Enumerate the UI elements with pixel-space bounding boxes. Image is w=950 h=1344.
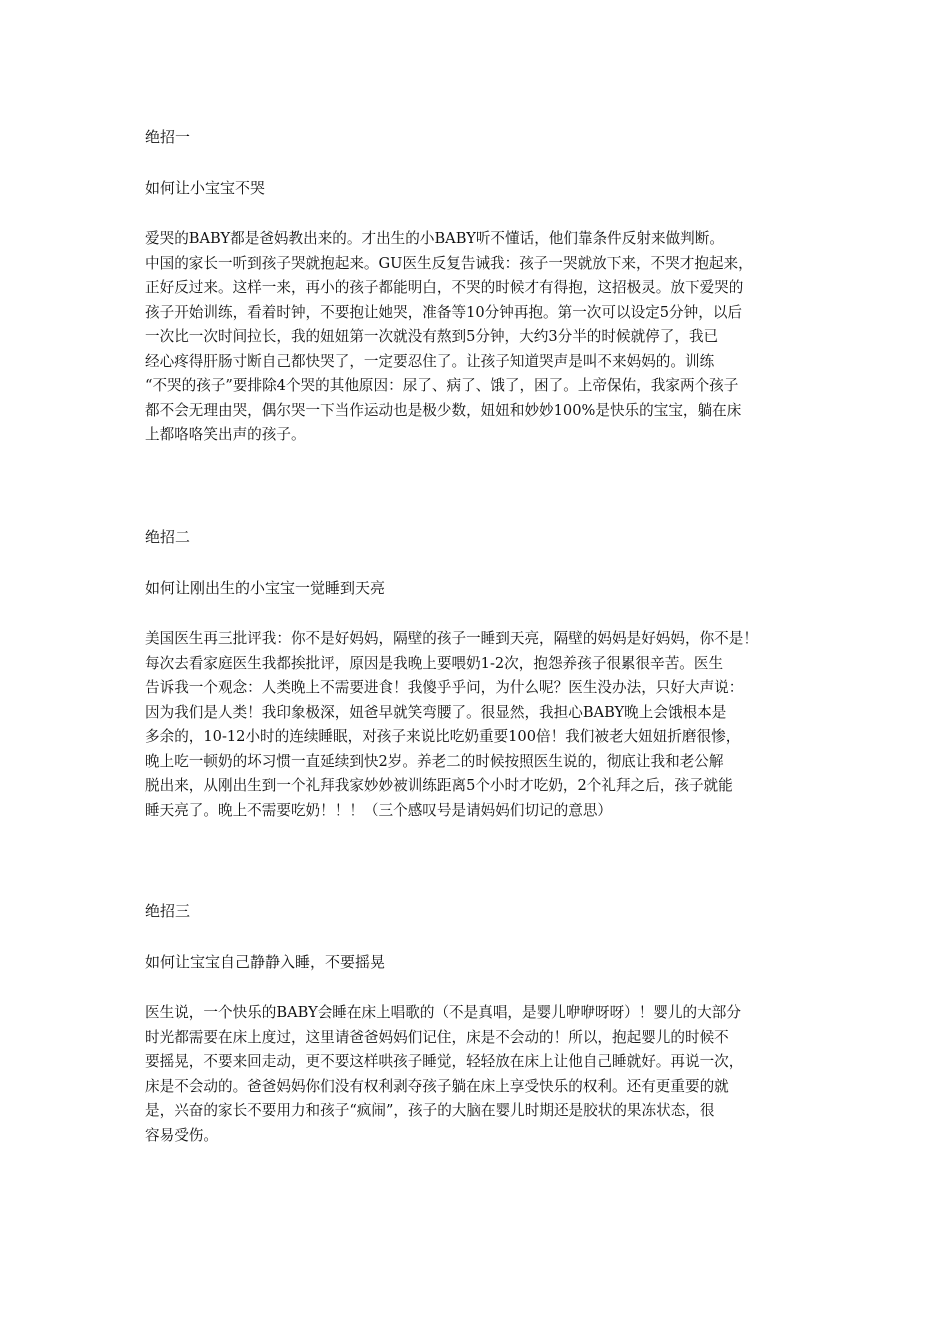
section-subtitle: 如何让宝宝自己静静入睡，不要摇晃 (145, 953, 386, 971)
paragraph-line: 都不会无理由哭，偶尔哭一下当作运动也是极少数，妞妞和妙妙100%是快乐的宝宝，躺在床 (145, 401, 742, 419)
paragraph-line: 时光都需要在床上度过，这里请爸爸妈妈们记住，床是不会动的！所以，抱起婴儿的时候不 (145, 1028, 729, 1046)
paragraph-line: 医生说，一个快乐的BABY会睡在床上唱歌的（不是真唱，是婴儿咿咿呀呀）！婴儿的大部分 (145, 1004, 741, 1021)
paragraph-line: 经心疼得肝肠寸断自己都快哭了，一定要忍住了。让孩子知道哭声是叫不来妈妈的。训练 (145, 352, 715, 370)
section-paragraph (145, 1001, 810, 1148)
section-subtitle: 如何让小宝宝不哭 (145, 179, 266, 197)
section-title: 绝招一 (145, 128, 191, 146)
section-1 (145, 126, 810, 448)
section-paragraph (145, 227, 810, 448)
paragraph-line: 睡天亮了。晚上不需要吃奶！！！（三个感叹号是请妈妈们切记的意思） (145, 801, 613, 819)
section-paragraph (145, 627, 810, 823)
paragraph-line: 上都咯咯笑出声的孩子。 (145, 426, 306, 443)
section-2 (145, 526, 810, 823)
paragraph-line: 中国的家长一听到孩子哭就抱起来。GU医生反复告诫我：孩子一哭就放下来，不哭才抱起来， (145, 254, 753, 272)
section-title: 绝招二 (145, 528, 191, 546)
paragraph-line: “不哭的孩子”要排除4个哭的其他原因：尿了、病了、饿了，困了。上帝保佑，我家两个孩子 (145, 377, 739, 394)
paragraph-line: 正好反过来。这样一来，再小的孩子都能明白，不哭的时候才有得抱，这招极灵。放下爱哭的 (145, 279, 744, 296)
paragraph-line: 每次去看家庭医生我都挨批评，原因是我晚上要喂奶1-2次，抱怨养孩子很累很辛苦。医生 (145, 654, 724, 672)
paragraph-line: 爱哭的BABY都是爸妈教出来的。才出生的小BABY听不懂话，他们靠条件反射来做判断。 (145, 230, 724, 247)
paragraph-line: 多余的，10-12小时的连续睡眠，对孩子来说比吃奶重要100倍！我们被老大妞妞折磨很惨， (145, 728, 741, 745)
paragraph-line: 美国医生再三批评我：你不是好妈妈，隔壁的孩子一睡到天亮，隔壁的妈妈是好妈妈，你不是！ (145, 630, 758, 647)
paragraph-line: 是，兴奋的家长不要用力和孩子“疯闹”，孩子的大脑在婴儿时期还是胶状的果冻状态，很 (145, 1102, 715, 1119)
paragraph-line: 要摇晃，不要来回走动，更不要这样哄孩子睡觉，轻轻放在床上让他自己睡就好。再说一次， (145, 1053, 744, 1070)
paragraph-line: 告诉我一个观念：人类晚上不需要进食！我傻乎乎问，为什么呢？医生没办法，只好大声说： (145, 679, 744, 696)
section-3 (145, 900, 810, 1148)
paragraph-line: 容易受伤。 (145, 1126, 218, 1144)
section-title: 绝招三 (145, 902, 191, 920)
paragraph-line: 床是不会动的。爸爸妈妈你们没有权利剥夺孩子躺在床上享受快乐的权利。还有更重要的就 (145, 1077, 729, 1095)
section-subtitle: 如何让刚出生的小宝宝一觉睡到天亮 (145, 579, 386, 597)
paragraph-line: 一次比一次时间拉长，我的妞妞第一次就没有熬到5分钟，大约3分半的时候就停了，我已 (145, 328, 719, 345)
paragraph-line: 因为我们是人类！我印象极深，妞爸早就笑弯腰了。很显然，我担心BABY晚上会饿根本是 (145, 703, 727, 721)
paragraph-line: 脱出来，从刚出生到一个礼拜我家妙妙被训练距离5个小时才吃奶，2个礼拜之后，孩子就能 (145, 777, 733, 794)
paragraph-line: 孩子开始训练，看着时钟，不要抱让她哭，准备等10分钟再抱。第一次可以设定5分钟，以后 (145, 303, 743, 321)
paragraph-line: 晚上吃一顿奶的坏习惯一直延续到快2岁。养老二的时候按照医生说的，彻底让我和老公解 (145, 752, 724, 770)
